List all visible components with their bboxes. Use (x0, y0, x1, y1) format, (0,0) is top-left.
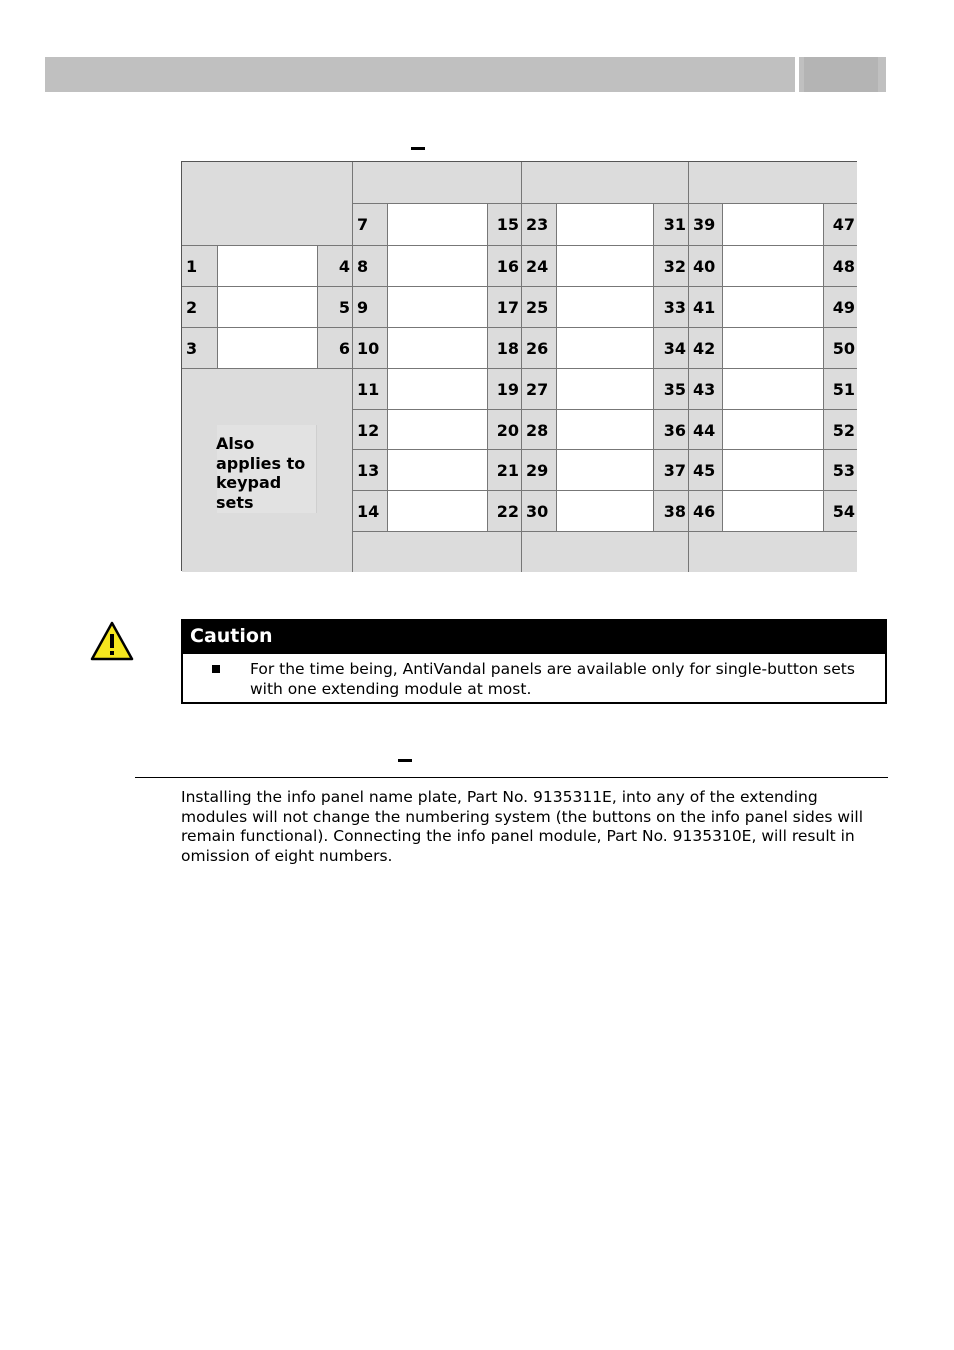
module-label-cell (722, 490, 823, 531)
module-number-cell: 33 (653, 286, 688, 327)
note-line: applies to (216, 453, 306, 473)
module-number-cell: 7 (352, 203, 387, 245)
module-label-cell (556, 409, 653, 449)
module-number-cell: 14 (352, 490, 387, 531)
module-number-cell: 30 (521, 490, 556, 531)
module-number-cell: 48 (823, 245, 857, 286)
base-number-cell: 6 (317, 327, 352, 368)
module-label-cell (556, 327, 653, 368)
module-label-cell (556, 203, 653, 245)
module-number-cell: 23 (521, 203, 556, 245)
base-header-cell (182, 162, 352, 245)
module-number-cell: 42 (688, 327, 722, 368)
module-number-cell: 34 (653, 327, 688, 368)
module-number-cell: 15 (487, 203, 521, 245)
module-header-cell (352, 162, 521, 203)
module-number-cell: 8 (352, 245, 387, 286)
module-number-cell: 29 (521, 449, 556, 490)
module-number-cell: 21 (487, 449, 521, 490)
module-number-cell: 22 (487, 490, 521, 531)
module-label-cell (722, 286, 823, 327)
module-number-cell: 36 (653, 409, 688, 449)
module-header-cell (521, 162, 688, 203)
module-label-cell (722, 245, 823, 286)
header-tab-inner (804, 57, 878, 92)
caution-title: Caution (183, 621, 885, 654)
module-number-cell: 51 (823, 368, 857, 409)
module-number-cell: 41 (688, 286, 722, 327)
module-number-cell: 35 (653, 368, 688, 409)
module-number-cell: 38 (653, 490, 688, 531)
note-line: Also (216, 434, 255, 453)
module-number-cell: 49 (823, 286, 857, 327)
base-number-cell: 2 (182, 286, 217, 327)
module-label-cell (556, 490, 653, 531)
module-number-cell: 28 (521, 409, 556, 449)
base-number-cell: 3 (182, 327, 217, 368)
base-number-cell: 1 (182, 245, 217, 286)
module-label-cell (556, 245, 653, 286)
module-number-cell: 10 (352, 327, 387, 368)
section-paragraph: Installing the info panel name plate, Part No. 9135311E, into any of the extending modules will not change the numbering system (the buttons on the info panel sides will remain functional). Connecting the info panel module, Part No. 9135310E, will result in omission of eight numbers. (181, 788, 864, 866)
base-label-cell (217, 327, 317, 368)
module-label-cell (387, 368, 487, 409)
module-header-cell (688, 162, 857, 203)
title-dash (411, 147, 425, 150)
module-number-cell: 24 (521, 245, 556, 286)
module-label-cell (387, 203, 487, 245)
module-number-cell: 25 (521, 286, 556, 327)
module-label-cell (387, 449, 487, 490)
module-number-cell: 52 (823, 409, 857, 449)
module-number-cell: 26 (521, 327, 556, 368)
note-line: keypad (216, 473, 282, 492)
module-number-cell: 50 (823, 327, 857, 368)
module-number-cell: 11 (352, 368, 387, 409)
module-number-cell: 53 (823, 449, 857, 490)
module-number-cell: 39 (688, 203, 722, 245)
module-label-cell (387, 409, 487, 449)
module-number-cell: 16 (487, 245, 521, 286)
module-number-cell: 18 (487, 327, 521, 368)
base-number-cell: 5 (317, 286, 352, 327)
module-label-cell (387, 245, 487, 286)
module-label-cell (556, 449, 653, 490)
module-number-cell: 44 (688, 409, 722, 449)
module-number-cell: 54 (823, 490, 857, 531)
module-label-cell (556, 368, 653, 409)
module-label-cell (387, 490, 487, 531)
base-label-cell (217, 245, 317, 286)
module-label-cell (387, 327, 487, 368)
module-number-cell: 9 (352, 286, 387, 327)
module-number-cell: 37 (653, 449, 688, 490)
module-number-cell: 40 (688, 245, 722, 286)
module-label-cell (722, 203, 823, 245)
module-number-cell: 19 (487, 368, 521, 409)
module-footer-cell (688, 531, 857, 572)
module-label-cell (556, 286, 653, 327)
module-label-cell (722, 449, 823, 490)
module-label-cell (722, 409, 823, 449)
caution-box (181, 619, 887, 704)
module-footer-cell (521, 531, 688, 572)
module-number-cell: 17 (487, 286, 521, 327)
note-line: sets (216, 492, 254, 512)
module-number-cell: 20 (487, 409, 521, 449)
module-number-cell: 12 (352, 409, 387, 449)
module-number-cell: 13 (352, 449, 387, 490)
base-label-cell (217, 286, 317, 327)
base-number-cell: 4 (317, 245, 352, 286)
module-footer-cell (352, 531, 521, 572)
header-bar (45, 57, 795, 92)
section-dash (398, 759, 412, 762)
warning-triangle-icon (90, 621, 134, 665)
module-number-cell: 46 (688, 490, 722, 531)
module-number-cell: 31 (653, 203, 688, 245)
module-number-cell: 45 (688, 449, 722, 490)
module-label-cell (722, 368, 823, 409)
caution-item: For the time being, AntiVandal panels are available only for single-button sets with one extending module at most. (250, 660, 855, 698)
module-number-cell: 27 (521, 368, 556, 409)
module-number-cell: 47 (823, 203, 857, 245)
section-rule (135, 777, 888, 778)
module-label-cell (387, 286, 487, 327)
module-number-cell: 43 (688, 368, 722, 409)
bullet-square-icon (212, 665, 220, 673)
module-label-cell (722, 327, 823, 368)
keypad-note (216, 434, 305, 512)
module-number-cell: 32 (653, 245, 688, 286)
